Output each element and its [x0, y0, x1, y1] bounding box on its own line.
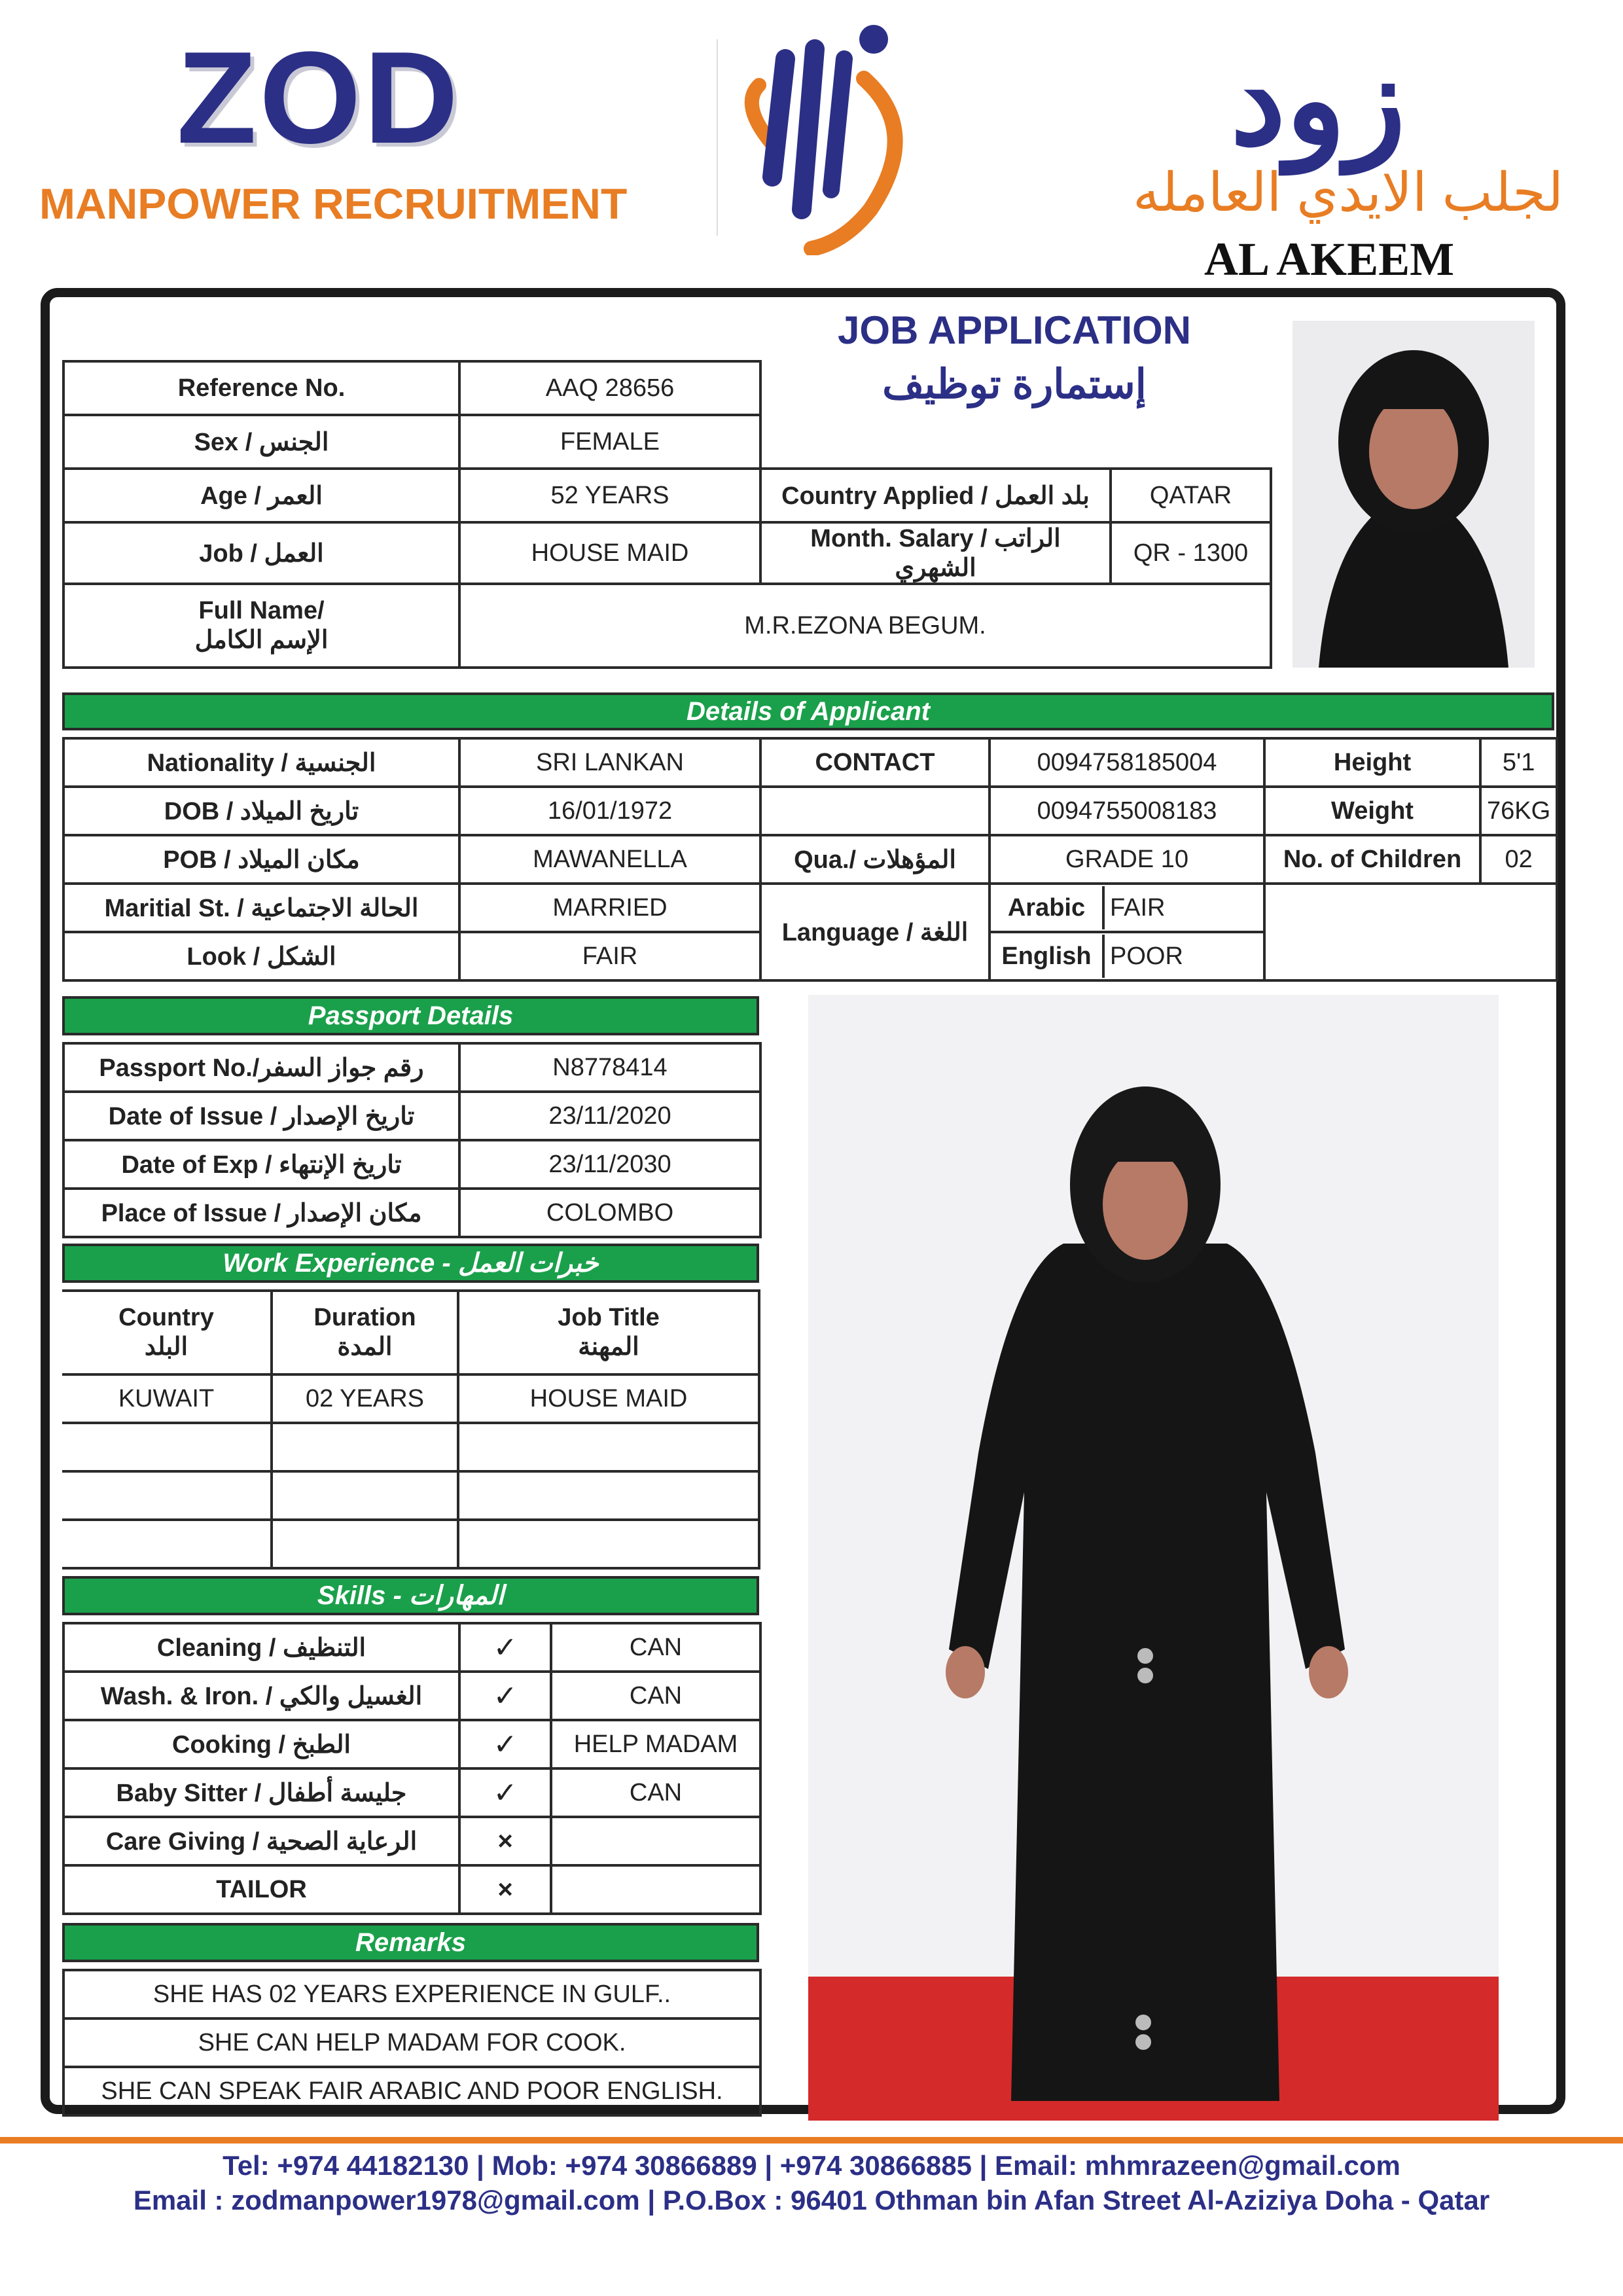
look-label: Look / الشكل [63, 932, 459, 980]
full-photo-illustration [808, 995, 1499, 2121]
check-icon: ✓ [459, 1672, 551, 1720]
passport-no-value: N8778414 [459, 1043, 760, 1092]
children-label: No. of Children [1264, 835, 1480, 884]
empty-cell [458, 1471, 759, 1520]
skill-label: TAILOR [63, 1865, 459, 1914]
table-row [62, 1471, 759, 1520]
language-label: Language / اللغة [760, 884, 990, 980]
empty-cell [1264, 884, 1557, 980]
salary-value: QR - 1300 [1111, 522, 1271, 584]
english-value: POOR [1110, 942, 1183, 970]
table-row [63, 1720, 760, 1768]
age-label: Age / العمر [63, 469, 459, 522]
empty-cell [272, 1423, 458, 1471]
check-icon: ✓ [459, 1623, 551, 1672]
contact-1: 0094758185004 [990, 738, 1264, 787]
empty-cell [62, 1471, 272, 1520]
table-row [62, 1374, 759, 1423]
skills-table [62, 1622, 762, 1915]
remark-line: SHE CAN SPEAK FAIR ARABIC AND POOR ENGLISH. [63, 2067, 760, 2115]
job-label: Job / العمل [63, 522, 459, 584]
fullname-label-ar: الإسم الكامل [194, 626, 329, 654]
skill-label: Care Giving / الرعاية الصحية [63, 1817, 459, 1865]
pob-value: MAWANELLA [459, 835, 760, 884]
check-icon: ✓ [459, 1720, 551, 1768]
country-applied-value: QATAR [1111, 469, 1271, 522]
details-table [62, 737, 1558, 982]
weight-label: Weight [1264, 787, 1480, 835]
skill-label: Baby Sitter / جليسة أطفال [63, 1768, 459, 1817]
table-row [63, 1672, 760, 1720]
reference-value: AAQ 28656 [459, 361, 760, 415]
contact-2: 0094755008183 [990, 787, 1264, 835]
remarks-section-header: Remarks [62, 1923, 759, 1962]
height-label: Height [1264, 738, 1480, 787]
skills-section-header: Skills - المهارات [62, 1576, 759, 1615]
work-col-country [62, 1291, 272, 1374]
details-section-header: Details of Applicant [62, 692, 1554, 730]
reference-label: Reference No. [63, 361, 459, 415]
table-row [63, 2067, 760, 2115]
skill-value: CAN [551, 1768, 760, 1817]
qualification-value: GRADE 10 [990, 835, 1264, 884]
headshot-illustration [1293, 321, 1535, 668]
applicant-full-photo [808, 995, 1499, 2121]
sex-label: Sex / الجنس [63, 415, 459, 469]
table-row [63, 1768, 760, 1817]
footer-divider [0, 2137, 1623, 2144]
company-logo-icon [733, 13, 929, 255]
brand-logo-text: ZOD [177, 25, 461, 171]
arabic-value: FAIR [1110, 893, 1166, 922]
table-row [63, 1970, 760, 2018]
contact-empty [760, 787, 990, 835]
work-col-duration-ar: المدة [337, 1333, 393, 1361]
skill-value: HELP MADAM [551, 1720, 760, 1768]
issue-place-label: Place of Issue / مكان الإصدار [63, 1189, 459, 1237]
english-label: English [991, 935, 1105, 978]
empty-cell [62, 1520, 272, 1568]
skill-value [551, 1865, 760, 1914]
dob-value: 16/01/1972 [459, 787, 760, 835]
skill-label: Cooking / الطبخ [63, 1720, 459, 1768]
remark-line: SHE HAS 02 YEARS EXPERIENCE IN GULF.. [63, 1970, 760, 2018]
nationality-value: SRI LANKAN [459, 738, 760, 787]
marital-value: MARRIED [459, 884, 760, 932]
salary-label: Month. Salary / الراتب الشهري [760, 522, 1111, 584]
issue-place-value: COLOMBO [459, 1189, 760, 1237]
work-duration: 02 YEARS [272, 1374, 458, 1423]
work-col-job [458, 1291, 759, 1374]
brand-alakeem: AL AKEEM [1204, 233, 1455, 285]
skill-label: Cleaning / التنظيف [63, 1623, 459, 1672]
skill-value [551, 1817, 760, 1865]
footer-address-line: Email : zodmanpower1978@gmail.com | P.O.Box : 96401 Othman bin Afan Street Al-Aziziya Doha - Qatar [133, 2185, 1490, 2215]
work-col-job-ar: المهنة [578, 1333, 639, 1361]
work-col-duration [272, 1291, 458, 1374]
work-experience-table [62, 1289, 760, 1570]
height-value: 5'1 [1480, 738, 1557, 787]
qualification-label: Qua./ المؤهلات [760, 835, 990, 884]
table-row [63, 2018, 760, 2067]
fullname-label [63, 584, 459, 668]
applicant-age-job-table [62, 467, 1272, 669]
remarks-table [62, 1969, 762, 2117]
passport-section-header: Passport Details [62, 996, 759, 1035]
fullname-value: M.R.EZONA BEGUM. [459, 584, 1271, 668]
contact-label: CONTACT [760, 738, 990, 787]
work-job: HOUSE MAID [458, 1374, 759, 1423]
age-value: 52 YEARS [459, 469, 760, 522]
empty-cell [272, 1520, 458, 1568]
issue-date-value: 23/11/2020 [459, 1092, 760, 1140]
empty-cell [62, 1423, 272, 1471]
weight-value: 76KG [1480, 787, 1557, 835]
table-row [63, 1623, 760, 1672]
form-title-arabic: إستمارة توظيف [882, 362, 1147, 407]
look-value: FAIR [459, 932, 760, 980]
brand-subtitle-arabic: لجلب الايدي العامله [1132, 163, 1564, 223]
fullname-label-en: Full Name/ [198, 597, 325, 624]
header-divider [717, 39, 718, 236]
remark-line: SHE CAN HELP MADAM FOR COOK. [63, 2018, 760, 2067]
english-cell [990, 932, 1264, 980]
country-applied-label: Country Applied / بلد العمل [760, 469, 1111, 522]
work-col-country-en: Country [118, 1304, 214, 1331]
arabic-label: Arabic [991, 886, 1105, 929]
check-icon: ✓ [459, 1768, 551, 1817]
brand-logo-arabic: زود [1230, 31, 1406, 170]
footer-contact-line: Tel: +974 44182130 | Mob: +974 30866889 | +974 30866885 | Email: mhmrazeen@gmail.com [223, 2150, 1400, 2181]
empty-cell [272, 1471, 458, 1520]
job-value: HOUSE MAID [459, 522, 760, 584]
skill-value: CAN [551, 1672, 760, 1720]
expiry-date-value: 23/11/2030 [459, 1140, 760, 1189]
passport-no-label: Passport No./رقم جواز السفر [63, 1043, 459, 1092]
work-col-country-ar: البلد [144, 1333, 188, 1361]
brand-subtitle: MANPOWER RECRUITMENT [39, 179, 628, 228]
work-col-job-en: Job Title [558, 1304, 660, 1331]
skill-label: Wash. & Iron. / الغسيل والكي [63, 1672, 459, 1720]
passport-table [62, 1042, 762, 1238]
work-country: KUWAIT [62, 1374, 272, 1423]
empty-cell [458, 1520, 759, 1568]
expiry-date-label: Date of Exp / تاريخ الإنتهاء [63, 1140, 459, 1189]
empty-cell [458, 1423, 759, 1471]
issue-date-label: Date of Issue / تاريخ الإصدار [63, 1092, 459, 1140]
table-row [62, 1423, 759, 1471]
dob-label: DOB / تاريخ الميلاد [63, 787, 459, 835]
table-row [63, 1817, 760, 1865]
marital-label: Maritial St. / الحالة الاجتماعية [63, 884, 459, 932]
sex-value: FEMALE [459, 415, 760, 469]
applicant-headshot [1293, 321, 1535, 668]
table-row [63, 1865, 760, 1914]
work-section-header: Work Experience - خبرات العمل [62, 1244, 759, 1283]
cross-icon: × [459, 1865, 551, 1914]
form-title: JOB APPLICATION [837, 308, 1192, 352]
table-row [62, 1520, 759, 1568]
children-value: 02 [1480, 835, 1557, 884]
nationality-label: Nationality / الجنسية [63, 738, 459, 787]
cross-icon: × [459, 1817, 551, 1865]
applicant-summary-table [62, 360, 762, 470]
work-col-duration-en: Duration [313, 1304, 416, 1331]
pob-label: POB / مكان الميلاد [63, 835, 459, 884]
arabic-cell [990, 884, 1264, 932]
skill-value: CAN [551, 1623, 760, 1672]
